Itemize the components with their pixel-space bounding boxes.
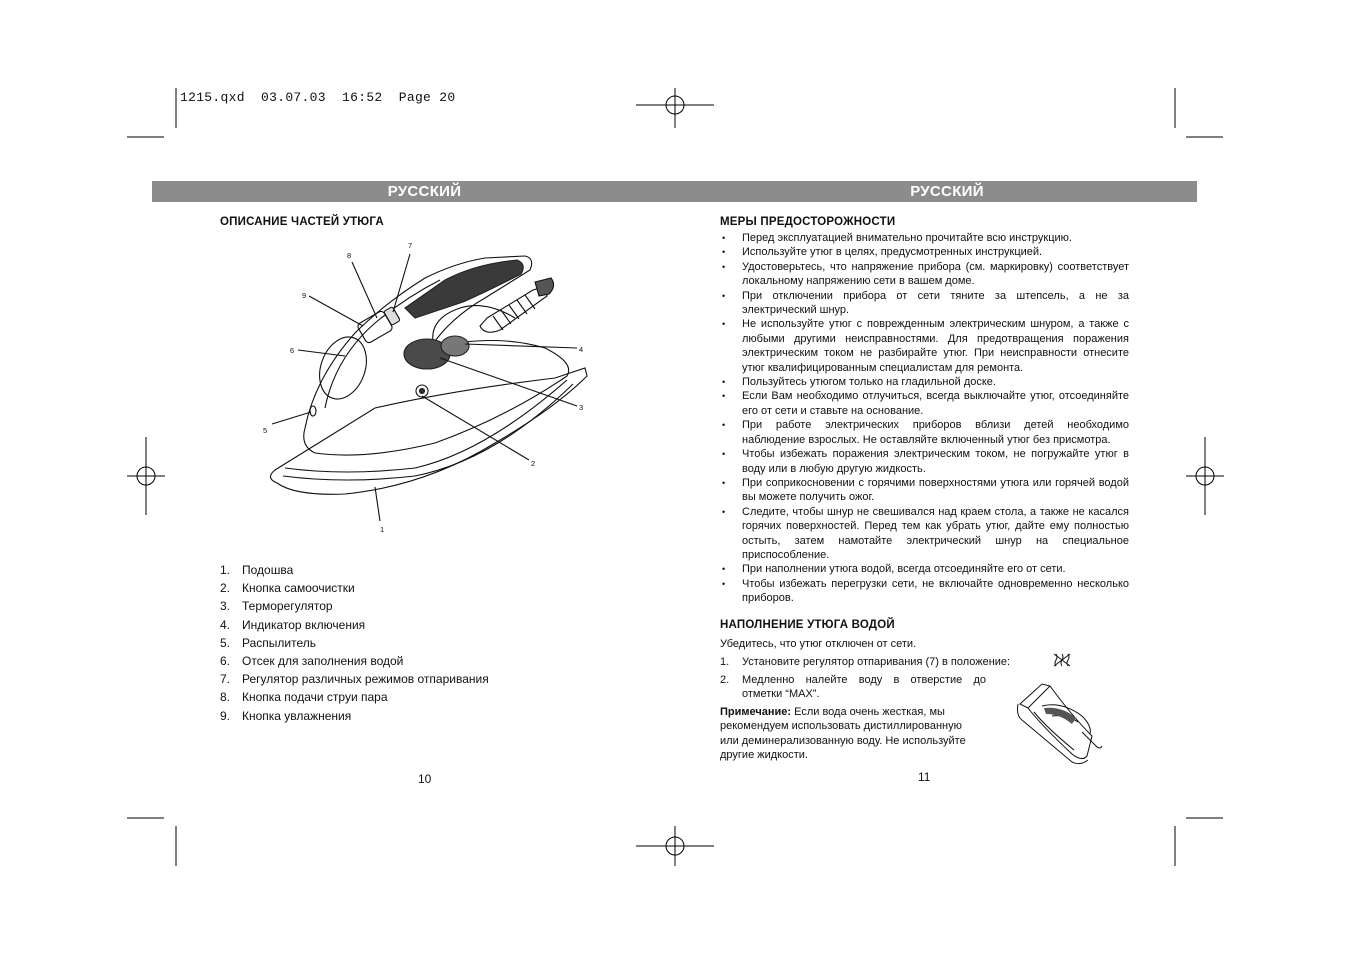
list-item: 7. Регулятор различных режимов отпаривания bbox=[220, 672, 489, 687]
list-item: • При работе электрических приборов вблизи детей необходимо наблюдение взрослых. Не оставляйте включенный утюг без присмотра. bbox=[720, 418, 1129, 447]
list-item: 9. Кнопка увлажнения bbox=[220, 708, 352, 723]
figure-label-4: 4 bbox=[579, 345, 584, 354]
list-item: • Чтобы избежать поражения электрическим током, не погружайте утюг в воду или в любую другую жидкость. bbox=[720, 447, 1129, 476]
parts-list bbox=[220, 561, 489, 725]
filling-step-1: 1. Установите регулятор отпаривания (7) в положение: bbox=[720, 656, 1011, 668]
right-page-number: 11 bbox=[918, 770, 931, 784]
filling-illustration bbox=[1012, 676, 1112, 768]
list-item: 5. Распылитель bbox=[220, 635, 316, 650]
figure-label-2: 2 bbox=[531, 459, 536, 468]
filling-heading: НАПОЛНЕНИЕ УТЮГА ВОДОЙ bbox=[720, 619, 895, 631]
filling-intro: Убедитесь, что утюг отключен от сети. bbox=[720, 638, 917, 650]
slug-date: 03.07.03 bbox=[261, 90, 326, 105]
water-tank-outline bbox=[311, 330, 374, 405]
list-item: • Чтобы избежать перегрузки сети, не включайте одновременно несколько приборов. bbox=[720, 577, 1129, 606]
steam-off-icon bbox=[1052, 652, 1072, 668]
slug-page: Page 20 bbox=[398, 90, 456, 105]
left-language-band: РУССКИЙ bbox=[152, 181, 697, 202]
slug-file: 1215.qxd bbox=[180, 90, 245, 105]
iron-diagram bbox=[255, 238, 595, 538]
print-slug bbox=[180, 90, 455, 105]
list-item: 6. Отсек для заполнения водой bbox=[220, 653, 404, 668]
figure-label-5: 5 bbox=[263, 426, 268, 435]
note-text: Если вода очень жесткая, мы рекомендуем использовать дистиллированную или деминерализованную воду. Не используйте другие жидкости. bbox=[720, 706, 966, 762]
figure-label-3: 3 bbox=[579, 403, 584, 412]
parts-heading: ОПИСАНИЕ ЧАСТЕЙ УТЮГА bbox=[220, 216, 384, 228]
list-item: • Если Вам необходимо отлучиться, всегда выключайте утюг, отсоединяйте его от сети и ставьте на основание. bbox=[720, 389, 1129, 418]
right-language-band: РУССКИЙ bbox=[697, 181, 1197, 202]
list-item: • При наполнении утюга водой, всегда отсоединяйте его от сети. bbox=[720, 562, 1129, 576]
soleplate-outline bbox=[270, 368, 587, 494]
list-item: • При отключении прибора от сети тяните за штепсель, а не за электрический шнур. bbox=[720, 289, 1129, 318]
list-item: 2. Кнопка самоочистки bbox=[220, 581, 355, 596]
figure-label-7: 7 bbox=[408, 241, 413, 250]
list-item: 1. Подошва bbox=[220, 563, 294, 577]
figure-label-9: 9 bbox=[302, 291, 307, 300]
note-label: Примечание: bbox=[720, 706, 792, 718]
list-item: • Используйте утюг в целях, предусмотренных инструкцией. bbox=[720, 245, 1129, 259]
filling-note bbox=[720, 705, 982, 763]
list-item: • Не используйте утюг с поврежденным электрическим шнуром, а также с любыми другими неисправностями. Для предотвращения поражения электрическим током не разбирайте утюг. При неисправности отнесите утюг квалифицированным специалистам для ремонта. bbox=[720, 317, 1129, 375]
precautions-heading: МЕРЫ ПРЕДОСТОРОЖНОСТИ bbox=[720, 216, 896, 228]
spray-nozzle bbox=[310, 406, 316, 416]
list-item: • Следите, чтобы шнур не свешивался над краем стола, а также не касался горячих поверхностей. Перед тем как убрать утюг, дайте ему полностью остыть, затем намотайте электрический шнур на специальное приспособление. bbox=[720, 505, 1129, 563]
list-item: 8. Кнопка подачи струи пара bbox=[220, 690, 388, 705]
list-item: 3. Терморегулятор bbox=[220, 599, 333, 614]
figure-label-1: 1 bbox=[380, 525, 385, 534]
left-page-number: 10 bbox=[418, 772, 432, 786]
figure-label-8: 8 bbox=[347, 251, 352, 260]
list-item: 4. Индикатор включения bbox=[220, 617, 366, 632]
slug-time: 16:52 bbox=[342, 90, 383, 105]
list-item: • Пользуйтесь утюгом только на гладильной доске. bbox=[720, 375, 1129, 389]
figure-label-6: 6 bbox=[290, 346, 295, 355]
list-item: • Перед эксплуатацией внимательно прочитайте всю инструкцию. bbox=[720, 231, 1129, 245]
precautions-list bbox=[720, 231, 1129, 606]
list-item: • При соприкосновении с горячими поверхностями утюга или горячей водой вы можете получить ожог. bbox=[720, 476, 1129, 505]
filling-step-2: 2. Медленно налейте воду в отверстие до отметки “MAX”. bbox=[720, 674, 986, 701]
list-item: • Удостоверьтесь, что напряжение прибора (см. маркировку) соответствует локальному напряжению сети в вашем доме. bbox=[720, 260, 1129, 289]
